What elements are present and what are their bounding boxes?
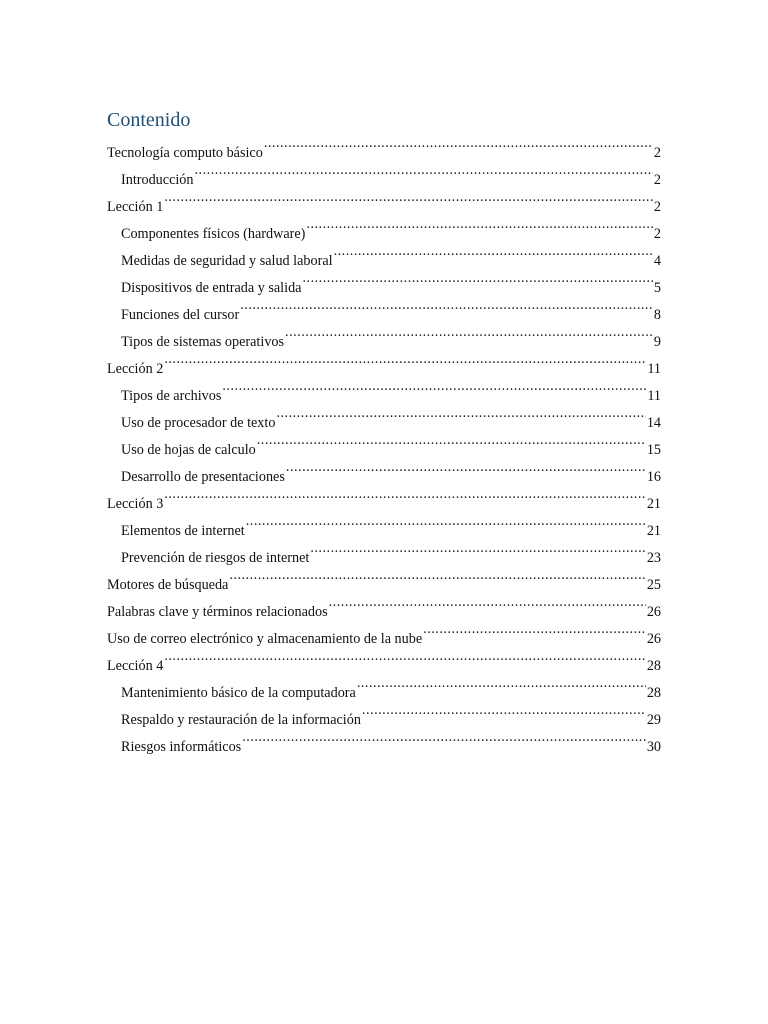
toc-entry-label: Desarrollo de presentaciones bbox=[121, 469, 285, 485]
toc-entry-label: Palabras clave y términos relacionados bbox=[107, 604, 328, 620]
toc-entry-page-number: 14 bbox=[646, 410, 661, 437]
toc-entry-label: Uso de correo electrónico y almacenamiento de la nube bbox=[107, 631, 423, 647]
dot-leader bbox=[164, 643, 645, 670]
toc-entry-page-number: 21 bbox=[646, 491, 661, 518]
dot-leader bbox=[285, 319, 653, 346]
dot-leader bbox=[302, 265, 652, 292]
toc-entry-page-number: 2 bbox=[653, 167, 661, 194]
dot-leader bbox=[264, 130, 653, 157]
dot-leader bbox=[310, 535, 645, 562]
toc-entry-page-number: 15 bbox=[646, 437, 661, 464]
toc-entry[interactable] bbox=[107, 481, 661, 512]
dot-leader bbox=[240, 292, 653, 319]
toc-entry-page-number: 25 bbox=[646, 572, 661, 599]
toc-heading: Contenido bbox=[107, 109, 191, 131]
toc-entry-label: Uso de procesador de texto bbox=[121, 415, 276, 431]
toc-entry-label: Tipos de sistemas operativos bbox=[121, 334, 285, 350]
toc-entry-label: Funciones del cursor bbox=[121, 307, 240, 323]
toc-entry[interactable] bbox=[107, 130, 661, 161]
toc-entry[interactable] bbox=[107, 373, 661, 404]
dot-leader bbox=[257, 427, 646, 454]
toc-entry-page-number: 2 bbox=[653, 221, 661, 248]
toc-entry-label: Componentes físicos (hardware) bbox=[121, 226, 306, 242]
toc-entry[interactable] bbox=[107, 670, 661, 701]
toc-entry-label: Dispositivos de entrada y salida bbox=[121, 280, 302, 296]
toc-entry-label: Lección 4 bbox=[107, 658, 164, 674]
toc-entry-page-number: 30 bbox=[646, 734, 661, 761]
dot-leader bbox=[222, 373, 646, 400]
dot-leader bbox=[329, 589, 646, 616]
toc-entry-page-number: 21 bbox=[646, 518, 661, 545]
toc-entry-page-number: 23 bbox=[646, 545, 661, 572]
toc-entry-label: Motores de búsqueda bbox=[107, 577, 229, 593]
table-of-contents bbox=[107, 107, 661, 755]
toc-entry-label: Mantenimiento básico de la computadora bbox=[121, 685, 356, 701]
toc-entry-page-number: 9 bbox=[653, 329, 661, 356]
dot-leader bbox=[423, 616, 646, 643]
toc-entry-page-number: 29 bbox=[646, 707, 661, 734]
dot-leader bbox=[164, 481, 645, 508]
dot-leader bbox=[164, 184, 653, 211]
toc-entry-page-number: 2 bbox=[653, 194, 661, 221]
toc-entry-page-number: 8 bbox=[653, 302, 661, 329]
toc-entry-label: Tecnología computo básico bbox=[107, 145, 263, 161]
toc-entry-label: Elementos de internet bbox=[121, 523, 245, 539]
toc-entry-page-number: 16 bbox=[646, 464, 661, 491]
toc-entry-page-number: 5 bbox=[653, 275, 661, 302]
toc-entry-label: Tipos de archivos bbox=[121, 388, 222, 404]
dot-leader bbox=[306, 211, 653, 238]
dot-leader bbox=[242, 724, 646, 751]
toc-list bbox=[107, 130, 661, 755]
dot-leader bbox=[334, 238, 653, 265]
toc-entry-label: Uso de hojas de calculo bbox=[121, 442, 256, 458]
toc-entry-page-number: 4 bbox=[653, 248, 661, 275]
toc-entry[interactable] bbox=[107, 211, 661, 242]
dot-leader bbox=[286, 454, 646, 481]
dot-leader bbox=[276, 400, 645, 427]
dot-leader bbox=[362, 697, 646, 724]
dot-leader bbox=[164, 346, 646, 373]
toc-entry-page-number: 11 bbox=[646, 383, 661, 410]
toc-entry-page-number: 2 bbox=[653, 140, 661, 167]
toc-entry-label: Lección 2 bbox=[107, 361, 164, 377]
toc-entry-page-number: 28 bbox=[646, 680, 661, 707]
toc-entry-label: Lección 3 bbox=[107, 496, 164, 512]
toc-entry-label: Prevención de riesgos de internet bbox=[121, 550, 310, 566]
toc-entry-page-number: 26 bbox=[646, 626, 661, 653]
toc-entry-label: Lección 1 bbox=[107, 199, 164, 215]
toc-entry-page-number: 26 bbox=[646, 599, 661, 626]
dot-leader bbox=[357, 670, 646, 697]
toc-entry-page-number: 28 bbox=[646, 653, 661, 680]
toc-entry-label: Riesgos informáticos bbox=[121, 739, 242, 755]
toc-entry-label: Medidas de seguridad y salud laboral bbox=[121, 253, 333, 269]
toc-entry[interactable] bbox=[107, 508, 661, 539]
toc-entry[interactable] bbox=[107, 184, 661, 215]
toc-entry[interactable] bbox=[107, 346, 661, 377]
dot-leader bbox=[195, 157, 653, 184]
toc-entry-page-number: 11 bbox=[646, 356, 661, 383]
toc-entry[interactable] bbox=[107, 643, 661, 674]
dot-leader bbox=[229, 562, 645, 589]
dot-leader bbox=[246, 508, 646, 535]
toc-entry-label: Respaldo y restauración de la información bbox=[121, 712, 361, 728]
toc-entry-label: Introducción bbox=[121, 172, 194, 188]
